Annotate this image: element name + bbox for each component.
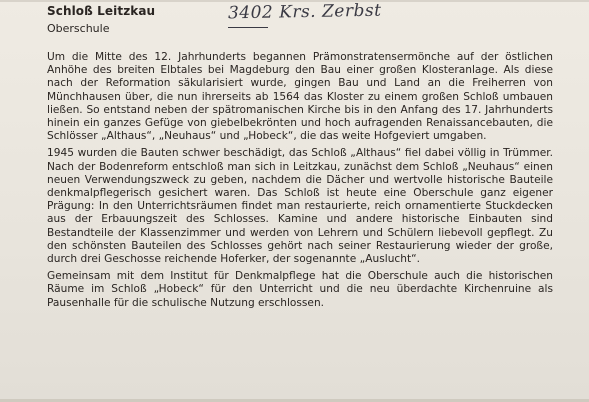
page-title: Schloß Leitzkau [47,4,156,18]
paragraph-today: Gemeinsam mit dem Institut für Denkmalpflege hat die Oberschule auch die historischen Räume im Schloß „Hobeck“ für den Unterricht und die neu überdachte Kirchenruine als Pausenhalle für die schulische Nutzung erschlossen. [47,270,553,309]
page-subtitle: Oberschule [47,22,110,35]
handwritten-underline [228,27,268,28]
handwritten-note: 3402 Krs. Zerbst [227,0,382,24]
paragraph-postwar: 1945 wurden die Bauten schwer beschädigt, das Schloß „Althaus“ fiel dabei völlig in Trümmer. Nach der Bodenreform entschloß man sich in Leitzkau, zunächst dem Schloß „Neuhaus“ einen neuen Verwendungszweck zu geben, nachdem die Dächer und wertvolle historische Bauteile denkmalpflegerisch gesichert waren. Das Schloß ist heute eine Oberschule ganz eigener Prägung: In den Unterrichtsräumen findet man restaurierte, reich ornamentierte Stuckdecken aus der Erbauungszeit des Schlosses. Kamine und andere historische Einbauten sind Bestandteile der Klassenzimmer und werden von Lehrern und Schülern liebevoll gepflegt. Zu den schönsten Bauteilen des Schlosses gehört nach seiner Restaurierung wieder der große, durch drei Geschosse reichende Hoferker, der sogenannte „Auslucht“. [47,147,553,266]
body-text [47,51,553,314]
paragraph-history: Um die Mitte des 12. Jahrhunderts begannen Prämonstratensermönche auf der östlichen Anhöhe des breiten Elbtales bei Magdeburg den Bau einer großen Klosteranlage. Als diese nach der Reformation säkularisiert wurde, gingen Bau und Land an die Freiherren von Münchhausen über, die nun ihrerseits ab 1564 das Kloster zu einem großen Schloß umbauen ließen. So entstand neben der spätromanischen Kirche bis in den Anfang des 17. Jahrhunderts hinein ein ganzes Gefüge von giebelbekrönten und hoch aufragenden Renaissancebauten, die Schlösser „Althaus“, „Neuhaus“ und „Hobeck“, die das weite Hofgeviert umgaben. [47,51,553,143]
